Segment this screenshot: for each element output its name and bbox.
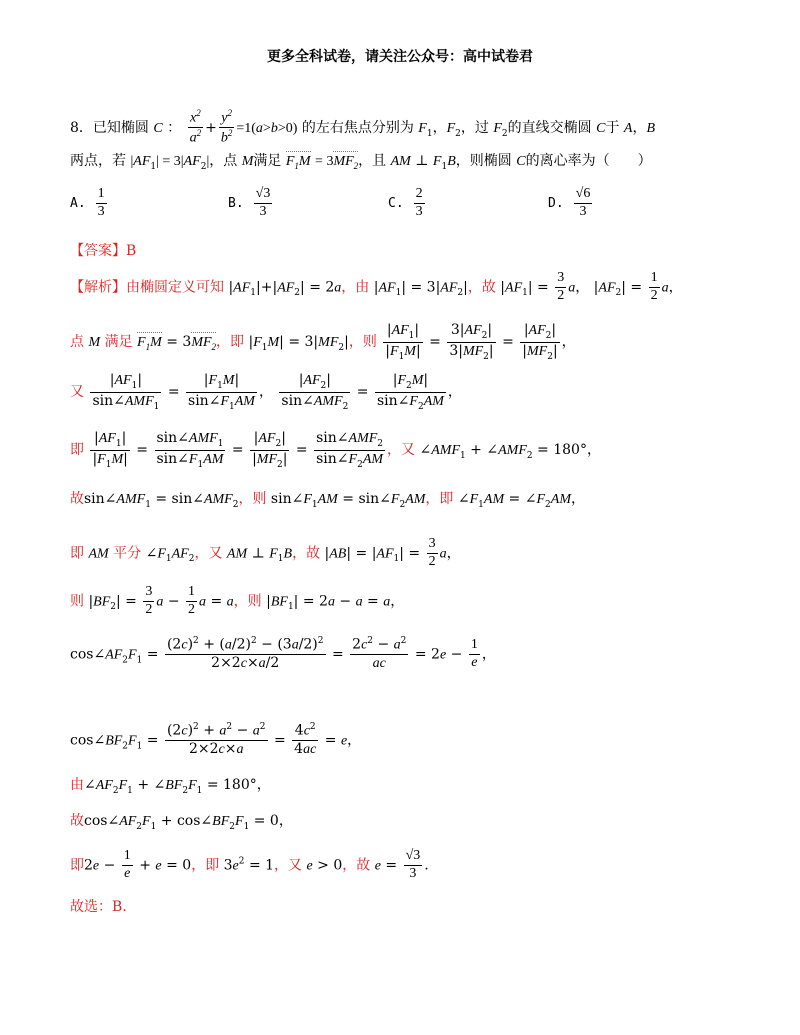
analysis-line-11: 故$\cos\angle AF_2F_1$ + $\cos\angle BF_2F_1 = 0$，: [70, 813, 293, 832]
analysis-line-5: 故$\sin\angle AMF_1$ = $\sin\angle AMF_2$，则 $\sin\angle F_1AM$ = $\sin\angle F_2AM$，即 $\angle F_1AM$ = $\angle F_2AM$，: [70, 491, 585, 510]
analysis-line-7: 则 $|BF_2|$ = $\frac{3}{2}$ a − $\frac{1}{2}$ a = a，则 $|BF_1| = 2a - a = a$，: [70, 584, 405, 617]
analysis-line-12: 即2e − $\frac{1}{e}$ + e = 0，即 $3e^2 = 1$，又 e > 0，故 e = $\frac{√3}{3}$ .: [70, 848, 429, 881]
analysis-line-4: 即 $\frac{|AF_1|}{|F_1M|}$ = $\frac{\sin\angle AMF_1}{\sin\angle F_1AM}$ = $\frac{|AF_2|}{|MF_2|}$ = $\frac{\sin\angle AMF_2}{\sin\angle F_2AM}$ ，又 $\angle AMF_1$ + $\angle AMF_2 = 180^\circ$，: [70, 430, 601, 470]
analysis-line-8: $\cos\angle AF_2F_1$ = $\frac{(2c)^2 + (a/2)^2 - (3a/2)^2}{2\times 2c\times a/2}$ = $\frac{2c^2 - a^2}{ac}$ = 2e − $\frac{1}{e}$ ，: [70, 636, 496, 672]
analysis-line-10: 由$\angle AF_2F_1$ + $\angle BF_2F_1 = 180^\circ$，: [70, 777, 271, 796]
option-a[interactable]: A. $\frac{1}{3}$: [70, 186, 105, 219]
analysis-line-1: 【解析】由椭圆定义可知 $|AF_1|+|AF_2| = 2a$，由 $|AF_1| = 3|AF_2|$，故 $|AF_1|$ = $\frac{3}{2}$ a， $|AF_2|$ = $\frac{1}{2}$ a，: [70, 270, 683, 303]
option-b[interactable]: B. $\frac{√3}{3}$: [228, 186, 271, 219]
final-answer: 故选：B.: [70, 899, 127, 915]
answer-line: 【答案】B: [70, 243, 137, 259]
option-d[interactable]: D. $\frac{√6}{3}$: [548, 186, 591, 219]
question-line-2: 两点，若 $|AF_1| = 3|AF_2|$，点 M满足 $F_1M = 3MF_2$，且 AM ⊥ $F_1B$，则椭圆 C的离心率为（ ）: [70, 153, 652, 172]
page-header: 更多全科试卷，请关注公众号：高中试卷君: [267, 49, 533, 65]
question-line-1: 8．已知椭圆 C ： $\frac{x^2}{a^2}$ + $\frac{y^2}{b^2}$ =1(a>b>0) 的左右焦点分别为 $F_1$，$F_2$，过 $F_2$的直线交椭圆 C于 A，B: [70, 108, 656, 147]
analysis-line-6: 即 AM 平分 $\angle F_1AF_2$，又 AM ⊥ $F_1B$，故 $|AB| = |AF_1|$ = $\frac{3}{2}$ a，: [70, 536, 461, 569]
analysis-line-9: $\cos\angle BF_2F_1$ = $\frac{(2c)^2 + a^2 - a^2}{2\times 2c\times a}$ = $\frac{4c^2}{4ac}$ = e，: [70, 722, 362, 758]
option-c[interactable]: C. $\frac{2}{3}$: [388, 186, 423, 219]
analysis-line-2: 点 M 满足 $F_1M = 3MF_2$，即 $|F_1M| = 3|MF_2|$，则 $\frac{|AF_1|}{|F_1M|}$ = $\frac{3|AF_2|}{3|MF_2|}$ = $\frac{|AF_2|}{|MF_2|}$ ，: [70, 322, 576, 362]
analysis-line-3: 又 $\frac{|AF_1|}{\sin\angle AMF_1}$ = $\frac{|F_1M|}{\sin\angle F_1AM}$ ， $\frac{|AF_2|}{\sin\angle AMF_2}$ = $\frac{|F_2M|}{\sin\angle F_2AM}$ ，: [70, 372, 462, 412]
